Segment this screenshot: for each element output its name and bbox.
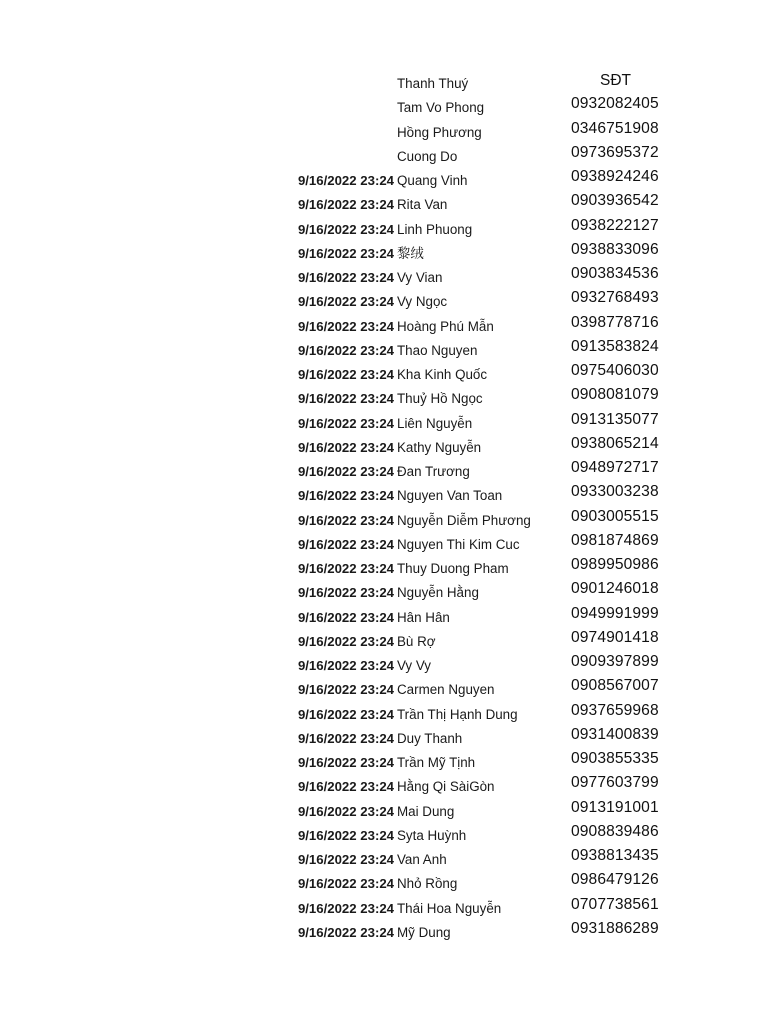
timestamp-cell: 9/16/2022 23:24 xyxy=(297,197,394,213)
phone-cell: 0931400839 xyxy=(571,725,659,743)
name-cell: Đan Trương xyxy=(397,464,470,479)
name-cell: Hân Hân xyxy=(397,609,450,625)
phone-cell: 0913583824 xyxy=(571,337,659,355)
name-cell: Thuỷ Hồ Ngọc xyxy=(397,391,483,407)
phone-cell: 0707738561 xyxy=(571,895,659,913)
name-cell: Linh Phuong xyxy=(397,221,473,237)
timestamp-cell: 9/16/2022 23:24 xyxy=(297,755,394,770)
timestamp-cell: 9/16/2022 23:24 xyxy=(297,318,394,334)
name-cell: Vy Ngọc xyxy=(397,294,448,310)
phone-cell: 0973695372 xyxy=(571,143,659,161)
timestamp-cell: 9/16/2022 23:24 xyxy=(297,270,394,285)
timestamp-cell: 9/16/2022 23:24 xyxy=(297,536,394,552)
timestamp-cell: 9/16/2022 23:24 xyxy=(297,488,394,504)
name-cell: Liên Nguyễn xyxy=(397,415,473,431)
phone-cell: 0986479126 xyxy=(571,871,659,889)
timestamp-cell: 9/16/2022 23:24 xyxy=(297,342,394,358)
phone-cell: 0977603799 xyxy=(571,774,659,792)
timestamp-cell: 9/16/2022 23:24 xyxy=(297,779,394,795)
name-cell: 黎绒 xyxy=(397,245,424,261)
phone-cell: 0938833096 xyxy=(571,240,659,258)
name-cell: Hồng Phương xyxy=(397,124,482,140)
name-cell: Quang Vinh xyxy=(397,173,468,188)
phone-cell: 0903834536 xyxy=(571,265,659,282)
phone-cell: 0933003238 xyxy=(571,483,659,501)
phone-cell: 0949991999 xyxy=(571,604,659,622)
name-cell: Vy Vian xyxy=(397,270,443,285)
phone-cell: 0903855335 xyxy=(571,750,659,767)
timestamp-cell: 9/16/2022 23:24 xyxy=(297,585,394,601)
name-cell: Hằng Qi SàiGòn xyxy=(397,779,495,795)
name-cell: Thuy Duong Pham xyxy=(397,561,509,576)
name-cell: Nguyen Van Toan xyxy=(397,488,503,504)
phone-cell: 0981874869 xyxy=(571,531,659,549)
timestamp-cell: 9/16/2022 23:24 xyxy=(297,294,394,310)
phone-cell: 0346751908 xyxy=(571,119,659,137)
name-cell: Van Anh xyxy=(397,852,447,867)
name-cell: Mỹ Dung xyxy=(397,924,451,940)
phone-cell: 0948972717 xyxy=(571,459,659,476)
phone-cell: 0938065214 xyxy=(571,434,659,452)
name-cell: Rita Van xyxy=(397,197,448,213)
phone-cell: 0974901418 xyxy=(571,628,659,646)
name-cell: Thái Hoa Nguyễn xyxy=(397,900,502,916)
timestamp-cell: 9/16/2022 23:24 xyxy=(297,658,394,673)
contact-row xyxy=(0,921,768,945)
phone-cell: 0975406030 xyxy=(571,362,659,379)
contact-list xyxy=(0,72,768,945)
phone-cell: 0903005515 xyxy=(571,507,659,525)
name-cell: Bù Rợ xyxy=(397,633,436,649)
timestamp-cell: 9/16/2022 23:24 xyxy=(297,245,394,261)
timestamp-cell: 9/16/2022 23:24 xyxy=(297,924,394,940)
name-cell: Mai Dung xyxy=(397,803,455,819)
phone-cell: 0913135077 xyxy=(571,410,659,428)
timestamp-cell: 9/16/2022 23:24 xyxy=(297,439,394,455)
phone-column-header: SĐT xyxy=(600,72,631,89)
name-cell: Kathy Nguyễn xyxy=(397,439,482,455)
name-cell: Kha Kinh Quốc xyxy=(397,367,488,382)
phone-cell: 0908839486 xyxy=(571,822,659,840)
phone-cell: 0938813435 xyxy=(571,847,659,864)
phone-cell: 0901246018 xyxy=(571,580,659,598)
timestamp-cell: 9/16/2022 23:24 xyxy=(297,633,394,649)
timestamp-cell: 9/16/2022 23:24 xyxy=(297,173,394,188)
timestamp-cell: 9/16/2022 23:24 xyxy=(297,900,394,916)
timestamp-cell: 9/16/2022 23:24 xyxy=(297,827,394,843)
name-cell: Syta Huỳnh xyxy=(397,827,467,843)
name-cell: Nhỏ Rồng xyxy=(397,876,458,892)
name-cell: Cuong Do xyxy=(397,148,458,164)
timestamp-cell: 9/16/2022 23:24 xyxy=(297,561,394,576)
name-cell: Trần Mỹ Tịnh xyxy=(397,755,476,770)
timestamp-cell: 9/16/2022 23:24 xyxy=(297,512,394,528)
name-cell: Nguyễn Diễm Phương xyxy=(397,512,531,528)
name-cell: Trần Thị Hạnh Dung xyxy=(397,706,518,722)
name-cell: Thanh Thuý xyxy=(397,76,469,91)
phone-cell: 0937659968 xyxy=(571,701,659,719)
phone-cell: 0903936542 xyxy=(571,192,659,210)
timestamp-cell: 9/16/2022 23:24 xyxy=(297,367,394,382)
timestamp-cell: 9/16/2022 23:24 xyxy=(297,730,394,746)
timestamp-cell: 9/16/2022 23:24 xyxy=(297,609,394,625)
timestamp-cell: 9/16/2022 23:24 xyxy=(297,391,394,407)
phone-cell: 0931886289 xyxy=(571,919,659,937)
phone-cell: 0938924246 xyxy=(571,168,659,185)
timestamp-cell: 9/16/2022 23:24 xyxy=(297,852,394,867)
phone-cell: 0913191001 xyxy=(571,798,659,816)
phone-cell: 0938222127 xyxy=(571,216,659,234)
timestamp-cell: 9/16/2022 23:24 xyxy=(297,464,394,479)
name-cell: Duy Thanh xyxy=(397,730,463,746)
timestamp-cell: 9/16/2022 23:24 xyxy=(297,415,394,431)
phone-cell: 0932768493 xyxy=(571,289,659,307)
timestamp-cell: 9/16/2022 23:24 xyxy=(297,803,394,819)
phone-cell: 0908567007 xyxy=(571,677,659,695)
name-cell: Hoàng Phú Mẫn xyxy=(397,318,494,334)
timestamp-cell: 9/16/2022 23:24 xyxy=(297,221,394,237)
phone-cell: 0989950986 xyxy=(571,556,659,573)
phone-cell: 0909397899 xyxy=(571,653,659,670)
name-cell: Tam Vo Phong xyxy=(397,100,485,116)
phone-cell: 0908081079 xyxy=(571,386,659,404)
phone-cell: 0398778716 xyxy=(571,313,659,331)
name-cell: Nguyen Thi Kim Cuc xyxy=(397,536,520,552)
timestamp-cell: 9/16/2022 23:24 xyxy=(297,876,394,892)
name-cell: Thao Nguyen xyxy=(397,342,478,358)
name-cell: Carmen Nguyen xyxy=(397,682,495,698)
phone-cell: 0932082405 xyxy=(571,95,659,113)
name-cell: Vy Vy xyxy=(397,658,431,673)
timestamp-cell: 9/16/2022 23:24 xyxy=(297,706,394,722)
name-cell: Nguyễn Hằng xyxy=(397,585,479,601)
timestamp-cell: 9/16/2022 23:24 xyxy=(297,682,394,698)
